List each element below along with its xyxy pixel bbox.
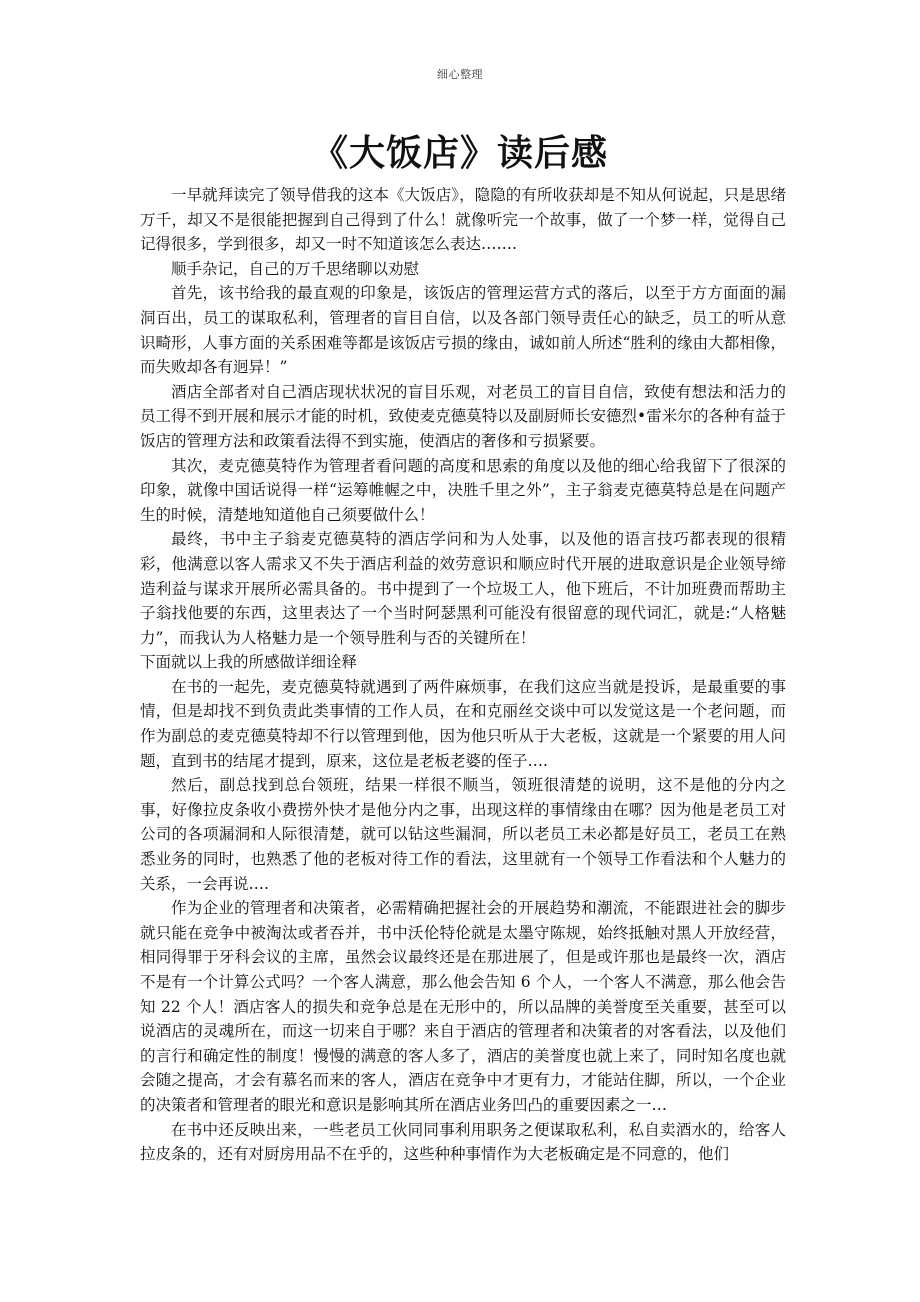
- page-header: 细心整理: [437, 68, 483, 81]
- paragraph: 在书的一起先，麦克德莫特就遇到了两件麻烦事，在我们这应当就是投诉，是最重要的事情，但是却找不到负责此类事情的工作人员，在和克丽丝交谈中可以发觉这是一个老问题，而作为副总的麦克德莫特却不行以管理到他，因为他只听从于大老板，这就是一个紧要的用人问题，直到书的结尾才提到，原来，这位是老板老婆的侄子….: [140, 677, 786, 770]
- paragraph: 作为企业的管理者和决策者，必需精确把握社会的开展趋势和潮流，不能跟进社会的脚步就只能在竞争中被淘汰或者吞并，书中沃伦特伦就是太墨守陈规，始终抵触对黑人开放经营，相同得罪于牙科会议的主席，虽然会议最终还是在那进展了，但是或许那也是最终一次，酒店不是有一个计算公式吗？一个客人满意，那么他会告知 6 个人，一个客人不满意，那么他会告知 22 个人！酒店客人的损失和竞争总是在无形中的，所以品牌的美誉度至关重要，甚至可以说酒店的灵魂所在，而这一切来自于哪？来自于酒店的管理者和决策者的对客看法，以及他们的言行和确定性的制度！慢慢的满意的客人多了，酒店的美誉度也就上来了，同时知名度也就会随之提高，才会有慕名而来的客人，酒店在竞争中才更有力，才能站住脚，所以，一个企业的决策者和管理者的眼光和意识是影响其所在酒店业务凹凸的重要因素之一…: [140, 899, 786, 1114]
- paragraph: 顺手杂记，自己的万千思绪聊以劝慰: [171, 259, 420, 278]
- document-body: [140, 183, 786, 1167]
- page-title: 《大饭店》读后感: [311, 133, 608, 174]
- paragraph: 一早就拜读完了领导借我的这本《大饭店》，隐隐的有所收获却是不知从何说起，只是思绪万千，却又不是很能把握到自己得到了什么！就像听完一个故事，做了一个梦一样，觉得自己记得很多，学到很多，却又一时不知道该怎么表达…….: [140, 186, 786, 254]
- paragraph: 然后，副总找到总台领班，结果一样很不顺当，领班很清楚的说明，这不是他的分内之事，好像拉皮条收小费捞外快才是他分内之事，出现这样的事情缘由在哪？因为他是老员工对公司的各项漏洞和人际很清楚，就可以钻这些漏洞，所以老员工未必都是好员工，老员工在熟悉业务的同时，也熟悉了他的老板对待工作的看法，这里就有一个领导工作看法和个人魅力的关系，一会再说….: [140, 776, 786, 893]
- paragraph: 首先，该书给我的最直观的印象是，该饭店的管理运营方式的落后，以至于方方面面的漏洞百出，员工的谋取私利，管理者的盲目自信，以及各部门领导责任心的缺乏，员工的听从意识畸形，人事方面的关系困难等都是该饭店亏损的缘由，诚如前人所述“胜利的缘由大都相像，而失败却各有迥异！”: [140, 284, 786, 377]
- paragraph: 其次，麦克德莫特作为管理者看问题的高度和思索的角度以及他的细心给我留下了很深的印象，就像中国话说得一样“运筹帷幄之中，决胜千里之外”，主子翁麦克德莫特总是在问题产生的时候，清楚地知道他自己须要做什么！: [140, 456, 786, 524]
- paragraph: 酒店全部者对自己酒店现状状况的盲目乐观，对老员工的盲目自信，致使有想法和活力的员工得不到开展和展示才能的时机，致使麦克德莫特以及副厨师长安德烈•雷米尔的各种有益于饭店的管理方法和政策看法得不到实施，使酒店的奢侈和亏损紧要。: [140, 382, 786, 450]
- paragraph: 在书中还反映出来，一些老员工伙同同事利用职务之便谋取私利，私自卖酒水的，给客人拉皮条的，还有对厨房用品不在乎的，这些种种事情作为大老板确定是不同意的，他们: [140, 1120, 786, 1164]
- paragraph: 下面就以上我的所感做详细诠释: [140, 653, 358, 672]
- paragraph: 最终，书中主子翁麦克德莫特的酒店学问和为人处事，以及他的语言技巧都表现的很精彩，他满意以客人需求又不失于酒店利益的效劳意识和顺应时代开展的进取意识是企业领导缔造利益与谋求开展所必需具备的。书中提到了一个垃圾工人，他下班后，不计加班费而帮助主子翁找他要的东西，这里表达了一个当时阿瑟黑利可能没有很留意的现代词汇，就是:“人格魅力”，而我认为人格魅力是一个领导胜利与否的关键所在！: [140, 530, 786, 647]
